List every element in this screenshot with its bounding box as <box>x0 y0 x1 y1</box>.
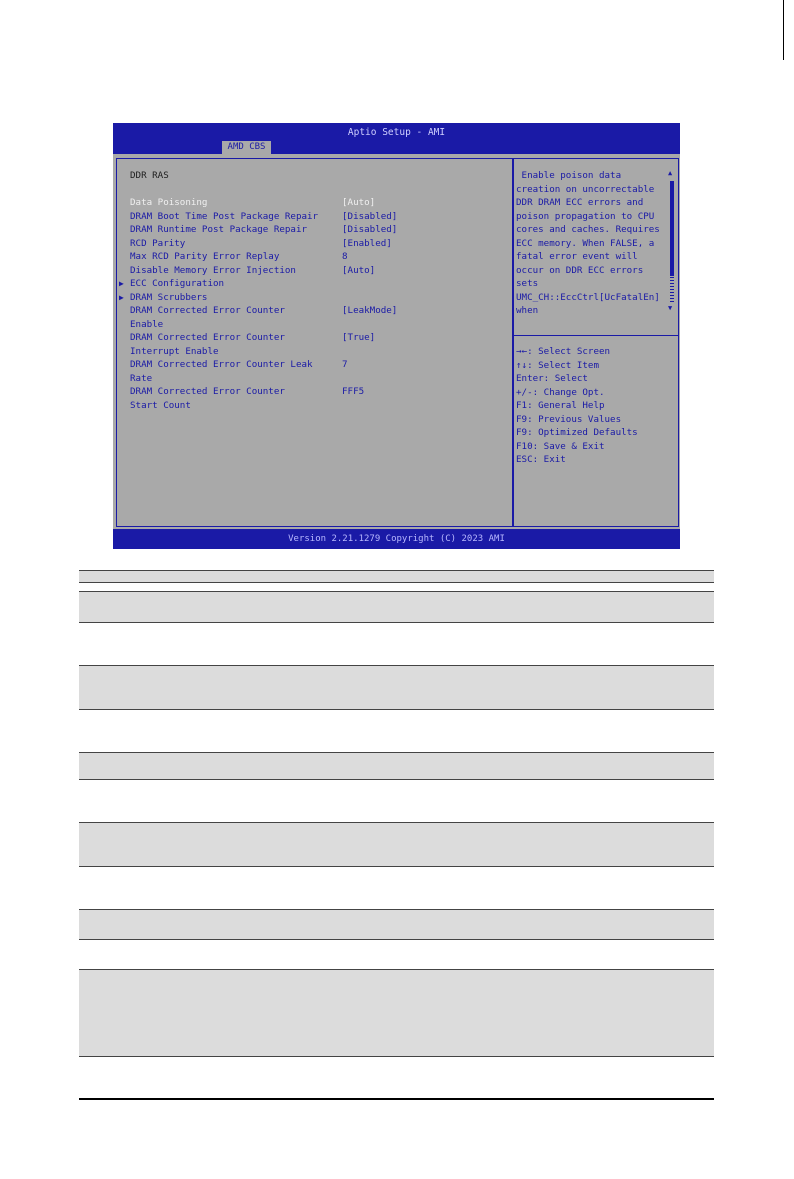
setting-value-rcd-parity[interactable]: [Enabled] <box>342 237 392 249</box>
help-panel <box>513 158 679 527</box>
help-line: fatal error event will <box>516 251 638 262</box>
setting-label-counter-start[interactable]: DRAM Corrected Error Counter <box>130 386 285 397</box>
setting-value-counter-leak-rate[interactable]: 7 <box>342 359 348 370</box>
setting-label-counter-start-line2[interactable]: Start Count <box>130 399 191 411</box>
setting-label-counter-interrupt-line2[interactable]: Interrupt Enable <box>130 345 219 357</box>
scroll-down-icon[interactable]: ▼ <box>668 304 673 312</box>
key-hint-change-opt: +/-: Change Opt. <box>516 386 605 398</box>
setting-label-counter-leak-rate-line2[interactable]: Rate <box>130 372 153 384</box>
key-hint-select-item: ↑↓: Select Item <box>516 359 599 371</box>
setting-label-counter-enable[interactable]: DRAM Corrected Error Counter <box>130 305 285 316</box>
setting-value-boot-ppr[interactable]: [Disabled] <box>342 210 398 222</box>
bios-footer: Version 2.21.1279 Copyright (C) 2023 AMI <box>113 529 680 549</box>
tab-amd-cbs[interactable]: AMD CBS <box>222 141 271 154</box>
help-divider <box>514 335 678 336</box>
page-edge-line <box>783 0 784 60</box>
help-line: UMC_CH::EccCtrl[UcFatalEn] <box>516 291 660 303</box>
help-line: occur on DDR ECC errors <box>516 264 644 276</box>
table-row <box>79 592 714 623</box>
setting-label-rcd-parity[interactable]: RCD Parity <box>130 237 186 249</box>
table-row <box>79 867 714 910</box>
setting-value-counter-start[interactable]: FFF5 <box>342 386 365 397</box>
table-row <box>79 910 714 940</box>
help-scrollbar-thumb[interactable] <box>670 181 674 276</box>
setting-value-runtime-ppr[interactable]: [Disabled] <box>342 224 398 235</box>
setting-label-counter-enable-line2[interactable]: Enable <box>130 318 164 330</box>
setting-label-data-poisoning[interactable]: Data Poisoning <box>130 197 208 208</box>
key-hint-save-exit: F10: Save & Exit <box>516 440 605 452</box>
bios-setup-window <box>113 123 680 549</box>
submenu-ecc-configuration[interactable]: ECC Configuration <box>130 278 225 289</box>
help-line: poison propagation to CPU <box>516 210 655 222</box>
setting-label-counter-leak-rate[interactable]: DRAM Corrected Error Counter Leak <box>130 359 313 370</box>
setting-value-counter-enable[interactable]: [LeakMode] <box>342 305 398 316</box>
scroll-up-icon[interactable]: ▲ <box>668 169 673 177</box>
bios-header-bar <box>113 123 680 154</box>
key-hint-enter: Enter: Select <box>516 373 588 384</box>
bios-title: Aptio Setup - AMI <box>347 127 446 138</box>
setting-value-disable-error-injection[interactable]: [Auto] <box>342 264 376 276</box>
setting-label-max-rcd-replay[interactable]: Max RCD Parity Error Replay <box>130 251 280 262</box>
section-title: DDR RAS <box>130 170 169 181</box>
setting-label-boot-ppr[interactable]: DRAM Boot Time Post Package Repair <box>130 210 319 222</box>
setting-value-data-poisoning[interactable]: [Auto] <box>342 197 376 208</box>
table-row <box>79 623 714 666</box>
submenu-dram-scrubbers[interactable]: DRAM Scrubbers <box>130 291 208 303</box>
table-row <box>79 666 714 710</box>
key-hint-previous-values: F9: Previous Values <box>516 413 622 425</box>
table-header-row <box>79 570 714 583</box>
setting-label-disable-error-injection[interactable]: Disable Memory Error Injection <box>130 264 296 276</box>
help-line: Enable poison data <box>516 170 622 181</box>
submenu-arrow-icon: ▶ <box>119 292 124 302</box>
setting-value-max-rcd-replay[interactable]: 8 <box>342 251 348 262</box>
setting-value-counter-interrupt[interactable]: [True] <box>342 332 376 343</box>
key-hint-optimized-defaults: F9: Optimized Defaults <box>516 427 638 438</box>
key-hint-exit: ESC: Exit <box>516 454 566 465</box>
table-row <box>79 753 714 780</box>
key-hint-select-screen: →←: Select Screen <box>516 346 611 357</box>
help-line: ECC memory. When FALSE, a <box>516 237 655 249</box>
help-line: DDR DRAM ECC errors and <box>516 197 644 208</box>
page-bottom-rule <box>79 1098 714 1100</box>
settings-panel <box>116 158 513 527</box>
table-row <box>79 823 714 867</box>
help-line: creation on uncorrectable <box>516 183 655 195</box>
submenu-arrow-icon: ▶ <box>119 279 124 288</box>
table-row <box>79 710 714 753</box>
table-row <box>79 970 714 1057</box>
key-hint-general-help: F1: General Help <box>516 400 605 411</box>
help-line: cores and caches. Requires <box>516 224 660 235</box>
table-row <box>79 940 714 970</box>
setting-label-counter-interrupt[interactable]: DRAM Corrected Error Counter <box>130 332 285 343</box>
table-row <box>79 583 714 592</box>
help-line: sets <box>516 278 539 289</box>
table-row <box>79 780 714 823</box>
help-line: when <box>516 305 539 316</box>
setting-label-runtime-ppr[interactable]: DRAM Runtime Post Package Repair <box>130 224 308 235</box>
